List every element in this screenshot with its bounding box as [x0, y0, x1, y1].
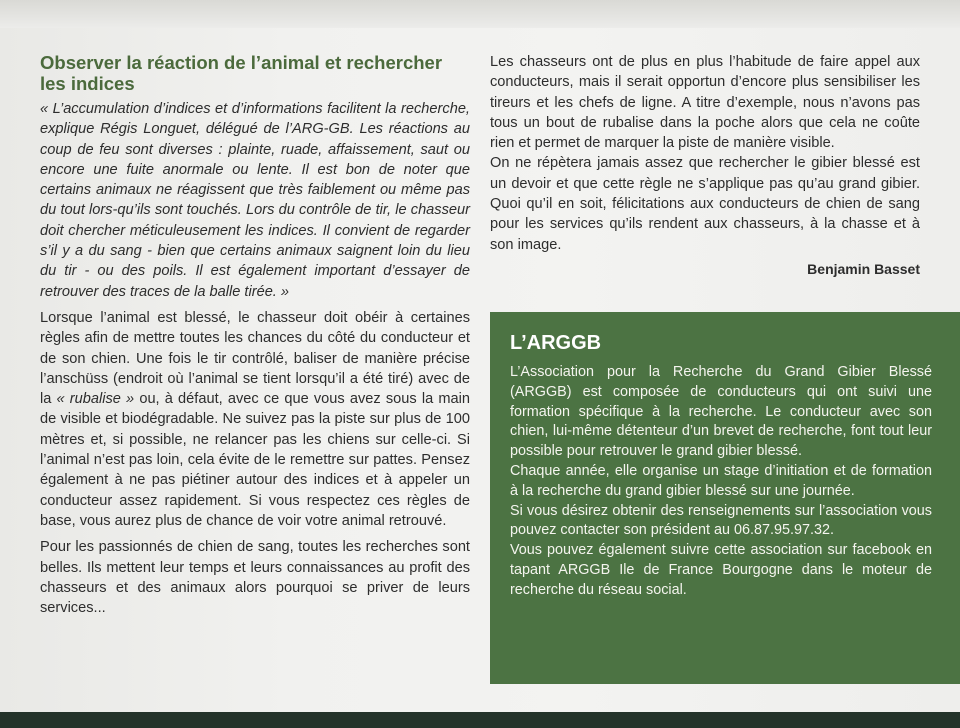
emphasis-text: « rubalise » — [56, 391, 135, 408]
interview-quote: « L’accumulation d’indices et d’informations facilitent la recherche, explique Régis Longuet, délégué de l’ARG-GB. Les réactions au coup de feu sont diverses : plainte, ruade, affaissement, saut ou encore une fuite anormale ou lente. Il est bon de noter que certains animaux ne réagissent que très faiblement ou même pas du tout lors-qu’ils sont touchés. Lors du contrôle de tir, le chasseur doit chercher méticuleusement les indices. Il convient de regarder s’il y a du sang - bien que certains animaux saignent loin du lieu du tir - ou des poils. Il est également important d’essayer de retrouver des traces de la balle tirée. » — [40, 101, 470, 300]
author-signature: Benjamin Basset — [807, 260, 920, 277]
section-heading: Observer la réaction de l’animal et rechercher les indices — [40, 52, 443, 94]
page-top-edge — [0, 0, 960, 28]
page-bottom-edge — [0, 712, 960, 728]
info-box-paragraph: Vous pouvez également suivre cette association sur facebook en tapant ARGGB Ile de France Bourgogne dans le moteur de recherche du réseau social. — [510, 542, 932, 598]
info-box-content — [510, 332, 932, 601]
info-box-paragraph: Chaque année, elle organise un stage d’initiation et de formation à la recherche du grand gibier blessé sur une journée. — [510, 462, 932, 499]
info-box-paragraph: L’Association pour la Recherche du Grand Gibier Blessé (ARGGB) est composée de conducteurs qui ont suivi une formation spécifique à la recherche. Le conducteur avec son chien, lui-même détenteur d’un brevet de recherche, font tout leur possible pour retrouver le grand gibier blessé. — [510, 364, 932, 460]
info-box-paragraph: Si vous désirez obtenir des renseignements sur l’association vous pouvez contacter son président au 06.87.95.97.32. — [510, 502, 932, 539]
right-column — [490, 52, 920, 277]
arggb-info-box — [490, 312, 960, 684]
article-paragraph-2: Pour les passionnés de chien de sang, toutes les recherches sont belles. Ils mettent leur temps et leurs connaissances au profit des chasseurs et des animaux alors pourquoi se priver de leurs services... — [40, 539, 470, 617]
article-paragraph-1 — [40, 308, 470, 531]
paragraph-text: Lorsque l’animal est blessé, le chasseur doit obéir à certaines règles afin de mettre toutes les chances du côté du conducteur et de son chien. Une fois le tir contrôlé, baliser de manière précise l’anschüss (endroit où l’animal se tient lorsqu’il a été tiré) avec de la — [40, 309, 470, 408]
article-paragraph-4: On ne répètera jamais assez que rechercher le gibier blessé est un devoir et que cette règle ne s’applique pas qu’au grand gibier. Quoi qu’il en soit, félicitations aux conducteurs de chien de sang pour les services qu’ils rendent aux chasseurs, à la chasse et à son image. — [490, 155, 920, 253]
paragraph-text: ou, à défaut, avec ce que vous avez sous la main de visible et biodégradable. Ne suivez pas la piste sur plus de 100 mètres et, si possible, ne relancer pas les chiens sur celle-ci. Si l’animal n’est pas loin, cela évite de le remettre sur pattes. Pensez également à ne pas piétiner autour des indices et à appeler un conducteur assez rapidement. Si vous respectez ces règles de base, vous aurez plus de chance de voir votre animal retrouvé. — [40, 391, 470, 529]
article-paragraph-3: Les chasseurs ont de plus en plus l’habitude de faire appel aux conducteurs, mais il serait opportun d’encore plus sensibiliser les tireurs et les chefs de ligne. A titre d’exemple, nous n’avons pas tous un bout de rubalise dans la poche alors que cela ne coûte rien et permet de marquer la piste de manière visible. — [490, 54, 920, 152]
info-box-title: L’ARGGB — [510, 332, 602, 354]
left-column — [40, 52, 470, 624]
